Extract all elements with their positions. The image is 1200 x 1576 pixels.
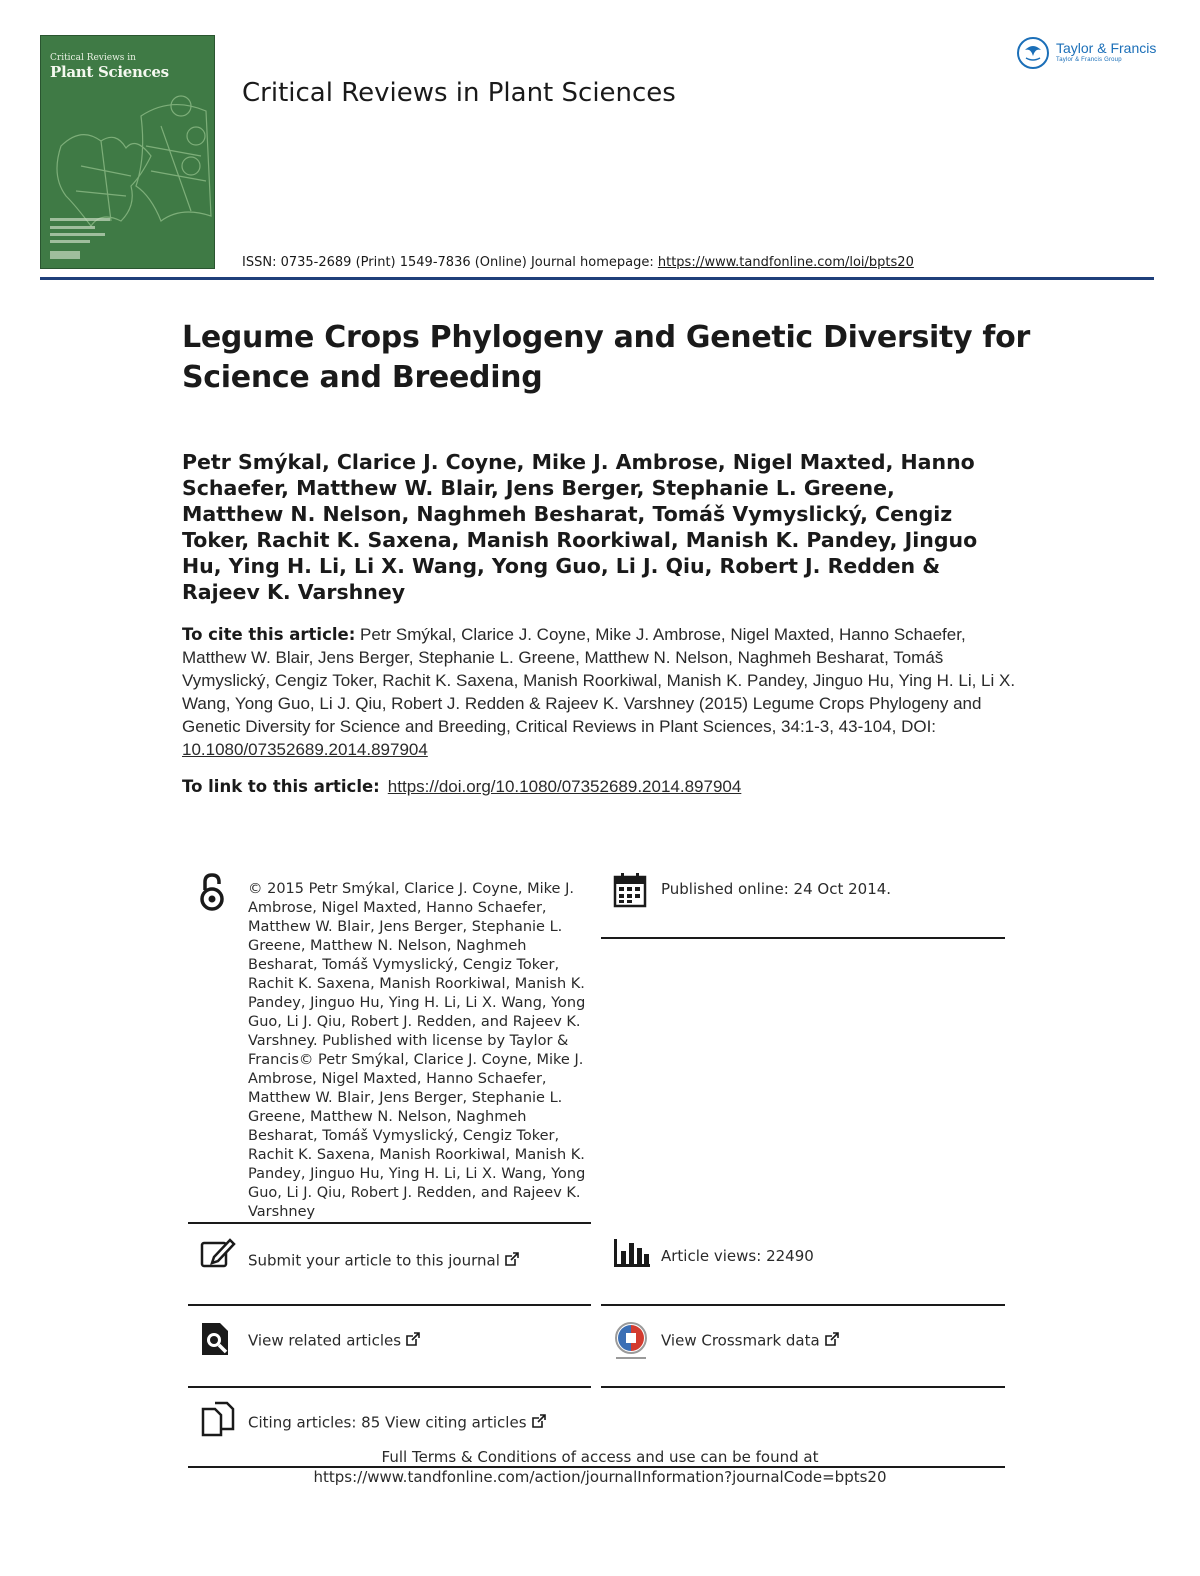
article-views: Article views: 22490	[661, 1247, 814, 1265]
terms-url[interactable]: https://www.tandfonline.com/action/journalInformation?journalCode=bpts20	[313, 1468, 887, 1486]
citing-articles-label: Citing articles: 85 View citing articles	[248, 1413, 527, 1432]
publisher-logo[interactable]	[1016, 36, 1166, 70]
submit-article-label: Submit your article to this journal	[248, 1251, 500, 1270]
terms-line: Full Terms & Conditions of access and use can be found at	[381, 1448, 819, 1466]
cite-text: Petr Smýkal, Clarice J. Coyne, Mike J. Ambrose, Nigel Maxted, Hanno Schaefer, Matthew W. Blair, Jens Berger, Stephanie L. Greene, Matthew N. Nelson, Naghmeh Besharat, Tomáš Vymyslický, Cengiz Toker, Rachit K. Saxena, Manish Roorkiwal, Manish K. Pandey, Jinguo Hu, Ying H. Li, Li X. Wang, Yong Guo, Li J. Qiu, Robert J. Redden & Rajeev K. Varshney (2015) Legume Crops Phylogeny and Genetic Diversity for Science and Breeding, Critical Reviews in Plant Sciences, 34:1-3, 43-104, DOI:	[182, 625, 1016, 736]
link-label: To link to this article:	[182, 777, 380, 796]
issn-line	[242, 255, 914, 270]
crossmark-icon	[612, 1321, 650, 1363]
article-link-line	[182, 777, 741, 797]
crossmark-link[interactable]	[661, 1331, 840, 1351]
cite-doi-link[interactable]: 10.1080/07352689.2014.897904	[182, 740, 428, 759]
citation-block	[182, 623, 1022, 761]
publisher-name: Taylor & Francis	[1056, 40, 1157, 56]
edit-icon	[200, 1237, 236, 1269]
related-articles-label: View related articles	[248, 1331, 402, 1350]
copyright-notice: © 2015 Petr Smýkal, Clarice J. Coyne, Mike J. Ambrose, Nigel Maxted, Hanno Schaefer, Matthew W. Blair, Jens Berger, Stephanie L. Greene, Matthew N. Nelson, Naghmeh Besharat, Tomáš Vymyslický, Cengiz Toker, Rachit K. Saxena, Manish Roorkiwal, Manish K. Pandey, Jinguo Hu, Ying H. Li, Li X. Wang, Yong Guo, Li J. Qiu, Robert J. Redden, and Rajeev K. Varshney. Published with license by Taylor & Francis© Petr Smýkal, Clarice J. Coyne, Mike J. Ambrose, Nigel Maxted, Hanno Schaefer, Matthew W. Blair, Jens Berger, Stephanie L. Greene, Matthew N. Nelson, Naghmeh Besharat, Tomáš Vymyslický, Cengiz Toker, Rachit K. Saxena, Manish Roorkiwal, Manish K. Pandey, Jinguo Hu, Ying H. Li, Li X. Wang, Yong Guo, Li J. Qiu, Robert J. Redden, and Rajeev K. Varshney	[248, 881, 586, 1220]
divider-row2-left	[188, 1386, 591, 1388]
header-divider	[40, 277, 1154, 280]
cover-title-line1: Critical Reviews in	[50, 53, 136, 63]
divider-row1-right	[601, 1304, 1005, 1306]
author-list: Petr Smýkal, Clarice J. Coyne, Mike J. Ambrose, Nigel Maxted, Hanno Schaefer, Matthew W. Blair, Jens Berger, Stephanie L. Greene, Matthew N. Nelson, Naghmeh Besharat, Tomáš Vymyslický, Cengiz Toker, Rachit K. Saxena, Manish Roorkiwal, Manish K. Pandey, Jinguo Hu, Ying H. Li, Li X. Wang, Yong Guo, Li J. Qiu, Robert J. Redden & Rajeev K. Varshney	[182, 450, 978, 604]
calendar-icon	[613, 872, 647, 908]
external-link-icon	[504, 1251, 520, 1271]
journal-name: Critical Reviews in Plant Sciences	[242, 78, 676, 108]
terms-footer	[190, 1447, 1010, 1487]
issn-text: ISSN: 0735-2689 (Print) 1549-7836 (Online) Journal homepage:	[242, 255, 658, 270]
cite-label: To cite this article:	[182, 625, 356, 644]
publisher-subtitle: Taylor & Francis Group	[1056, 57, 1122, 63]
divider-published	[601, 937, 1005, 939]
journal-homepage-link[interactable]: https://www.tandfonline.com/loi/bpts20	[657, 255, 914, 270]
divider-row2-right	[601, 1386, 1005, 1388]
open-access-icon	[198, 872, 226, 912]
related-articles-icon	[200, 1321, 232, 1357]
external-link-icon	[531, 1413, 547, 1433]
article-title: Legume Crops Phylogeny and Genetic Diversity for Science and Breeding	[182, 320, 1030, 395]
journal-cover-image	[40, 35, 215, 269]
cover-title-line2: Plant Sciences	[50, 63, 169, 81]
external-link-icon	[824, 1331, 840, 1351]
citing-articles-link[interactable]	[248, 1413, 547, 1433]
citing-articles-icon	[200, 1401, 236, 1437]
divider-row1-left	[188, 1304, 591, 1306]
divider-copyright	[188, 1222, 591, 1224]
article-doi-link[interactable]: https://doi.org/10.1080/07352689.2014.897904	[387, 777, 742, 796]
external-link-icon	[405, 1331, 421, 1351]
taylor-francis-logo-icon	[1016, 36, 1050, 70]
crossmark-label: View Crossmark data	[661, 1331, 820, 1350]
bar-chart-icon	[613, 1238, 651, 1268]
published-date: Published online: 24 Oct 2014.	[661, 880, 892, 898]
related-articles-link[interactable]	[248, 1331, 421, 1351]
submit-article-link[interactable]	[248, 1251, 520, 1271]
